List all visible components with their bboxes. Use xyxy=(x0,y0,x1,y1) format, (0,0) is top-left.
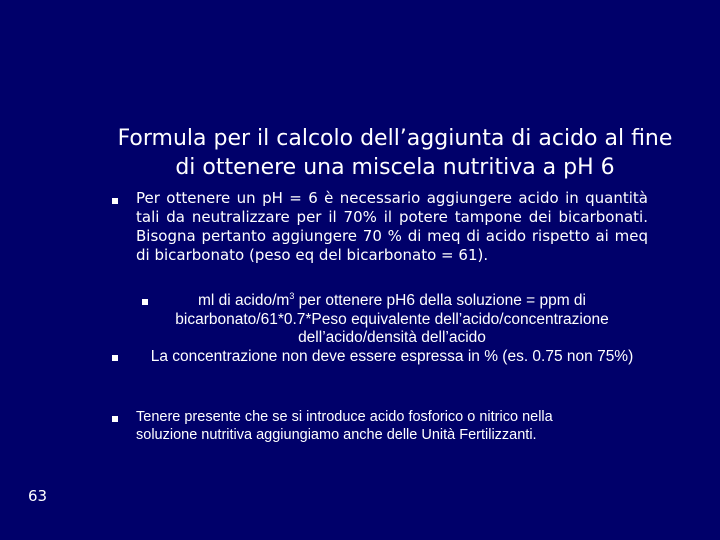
formula-prefix: ml di acido/m xyxy=(198,292,290,309)
bullet-1-text: Per ottenere un pH = 6 è necessario aggiungere acido in quantità tali da neutralizzare per il 70% il potere tampone dei bicarbonati. Bisogna pertanto aggiungere 70 % di meq di acido rispetto ai meq di bicarbonato (peso eq del bicarbonato = 61). xyxy=(136,189,648,264)
bullet-2-text xyxy=(136,292,648,366)
formula-note: La concentrazione non deve essere espressa in % (es. 0.75 non 75%) xyxy=(150,347,634,365)
bullet-3-marker xyxy=(112,416,118,422)
formula-suffix: per ottenere pH6 della soluzione = ppm di bicarbonato/61*0.7*Peso equivalente dell’acido/concentrazione dell’acido/densità dell’acido xyxy=(175,292,609,346)
page-number: 63 xyxy=(28,487,48,505)
formula-exponent: 3 xyxy=(289,290,295,301)
bullet-3-text: Tenere presente che se si introduce acido fosforico o nitrico nella soluzione nutritiva aggiungiamo anche delle Unità Fertilizzanti. xyxy=(136,409,553,443)
bullet-2-marker xyxy=(112,355,118,361)
slide-title: Formula per il calcolo dell’aggiunta di acido al fine di ottenere una miscela nutritiva a pH 6 xyxy=(117,126,673,180)
bullet-1-marker xyxy=(112,198,118,204)
